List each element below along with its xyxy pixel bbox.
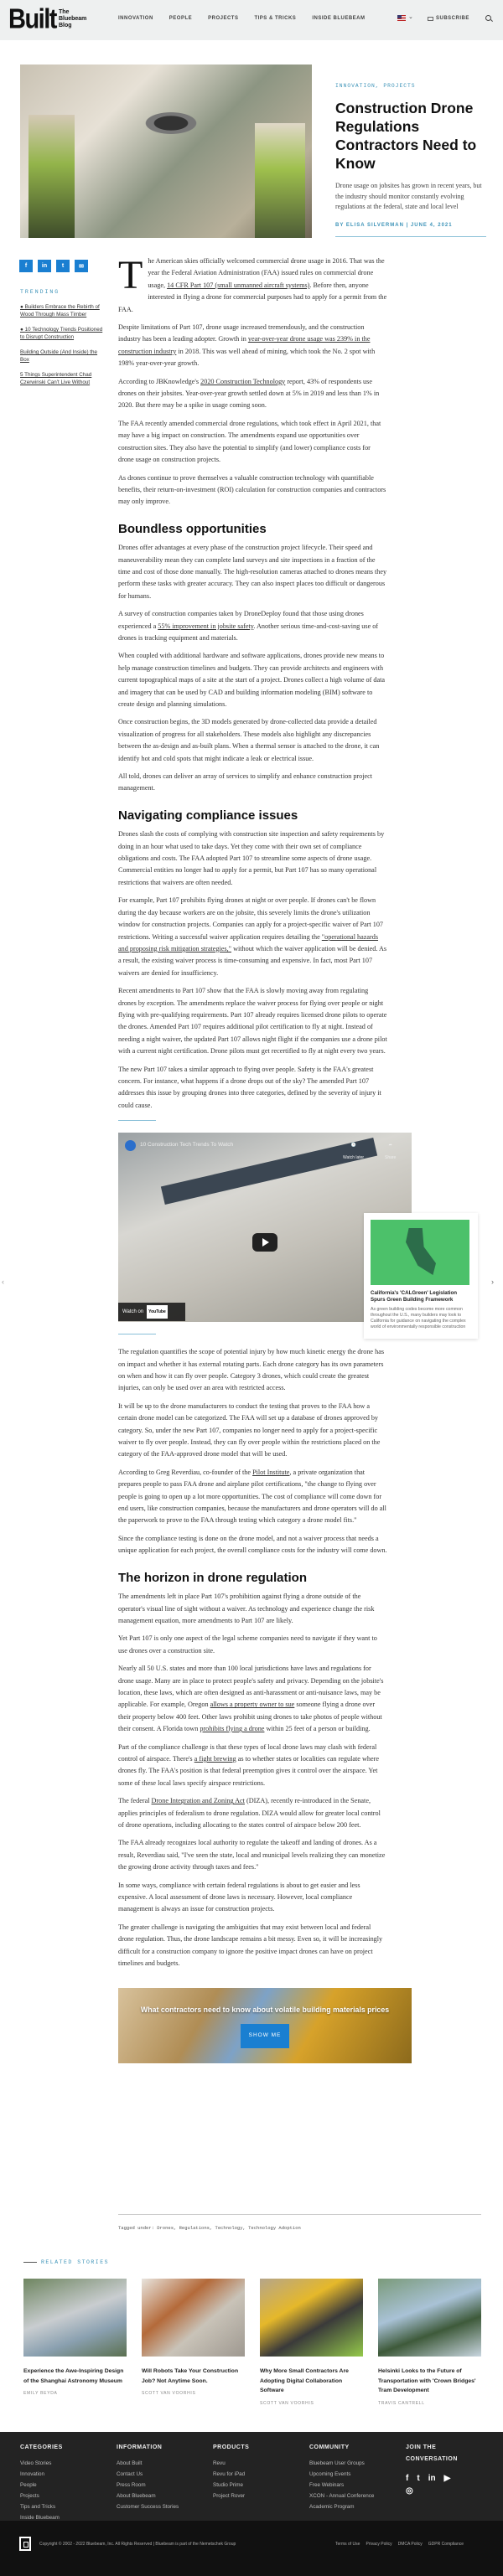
nav-tips-tricks[interactable]: TIPS & TRICKS bbox=[254, 16, 297, 21]
footer-heading: JOIN THE CONVERSATION bbox=[406, 2444, 458, 2462]
footer-link[interactable]: Contact Us bbox=[117, 2471, 143, 2477]
link-jobsite-safety[interactable]: 55% improvement in jobsite safety bbox=[158, 622, 254, 630]
show-me-button[interactable]: SHOW ME bbox=[241, 2024, 290, 2047]
logo-line: Blog bbox=[58, 23, 72, 28]
paragraph: When coupled with additional hardware and software applications, drones provide new means to help manage construction timelines and budgets. They can provide architects and engineers with current topographical maps of a site at the start of a project. Drones collect a high volume of data and imagery that can be used by CAD and building information modeling (BIM) software to create design and planning simulations. bbox=[118, 652, 386, 708]
story-title[interactable]: Will Robots Take Your Construction Job? Not Anytime Soon. bbox=[142, 2368, 239, 2384]
footer-bottom-bar bbox=[0, 2521, 503, 2576]
divider bbox=[335, 236, 486, 237]
trending-item[interactable]: ● Builders Embrace the Rebirth of Wood Through Mass Timber bbox=[20, 304, 100, 317]
trending-heading: TRENDING bbox=[20, 289, 60, 295]
footer-link[interactable]: Press Room bbox=[117, 2482, 146, 2488]
site-header bbox=[0, 0, 503, 40]
hero-image bbox=[20, 65, 314, 238]
text: within 25 feet of a person or building. bbox=[264, 1725, 371, 1733]
article-byline: BY ELISA SILVERMAN | JUNE 4, 2021 bbox=[335, 222, 453, 228]
channel-avatar bbox=[125, 1140, 136, 1151]
mail-icon bbox=[428, 17, 433, 21]
article-categories[interactable]: INNOVATION, PROJECTS bbox=[335, 83, 416, 89]
story-author: SCOTT VAN VOORHIS bbox=[142, 2391, 196, 2396]
chevron-left-icon[interactable]: ‹ bbox=[2, 1278, 4, 1286]
nav-inside-bluebeam[interactable]: INSIDE BLUEBEAM bbox=[312, 16, 366, 21]
bluebeam-logo[interactable] bbox=[19, 2537, 31, 2551]
related-story[interactable] bbox=[142, 2279, 245, 2396]
text: . Before then, anyone interested in flying a drone for commercial purposes had to apply for a permit from the FAA. bbox=[118, 281, 387, 313]
paragraph: The new Part 107 takes a similar approach to flying over people. Safety is the FAA's greatest concern. For instance, what happens if a drone drops out of the sky? The amended Part 107 addresses this issue by grouping drones into three categories, defined by the severity of injury it could cause. bbox=[118, 1065, 381, 1109]
built-logo[interactable] bbox=[8, 3, 87, 35]
section-heading: Navigating compliance issues bbox=[118, 808, 298, 823]
nav-projects[interactable]: PROJECTS bbox=[208, 16, 239, 21]
footer-col-categories bbox=[20, 2442, 63, 2523]
related-story[interactable] bbox=[260, 2279, 363, 2406]
footer-link[interactable]: Inside Bluebeam bbox=[20, 2515, 60, 2521]
footer-link[interactable]: Upcoming Events bbox=[309, 2471, 351, 2477]
footer-link[interactable]: Project Rover bbox=[213, 2493, 246, 2499]
footer-link[interactable]: Projects bbox=[20, 2493, 39, 2499]
section-heading: Boundless opportunities bbox=[118, 521, 267, 536]
watch-on-youtube[interactable] bbox=[118, 1303, 185, 1321]
drop-cap: T bbox=[118, 253, 143, 297]
text: as to whether states or localities can regulate where drones fly. The FAA's position is that federal preemption gives it control over the airspace. Yet some of these local laws specify airspace restrictions. bbox=[118, 1754, 379, 1787]
youtube-icon[interactable]: ▶ bbox=[443, 2474, 451, 2483]
text: The federal bbox=[118, 1797, 152, 1805]
video-suggestion-card[interactable] bbox=[364, 1213, 478, 1339]
paragraph: The amendments left in place Part 107's prohibition against flying a drone outside of the operator's visual line of sight without a waiver. As technology and experience change the risk management equation, more amendments to Part 107 are likely. bbox=[118, 1593, 375, 1624]
footer-col-information bbox=[117, 2442, 179, 2512]
hero-meta bbox=[312, 65, 503, 238]
text: According to Greg Reverdiau, co-founder of the bbox=[118, 1468, 253, 1476]
linkedin-icon[interactable]: in bbox=[428, 2474, 436, 2483]
paragraph bbox=[118, 1663, 387, 1735]
related-heading-label: RELATED STORIES bbox=[41, 2259, 110, 2265]
paragraph: It will be up to the drone manufacturers to conduct the testing that proves to the FAA how a certain drone model can be categorized. The FAA will set up a database of drones approved by category. So, under the new Part 107, companies no longer need to apply for a project-specific waiver to fly over people. Instead, they can fly over people within the restrictions placed on the category of the FAA-approved drone model that will be used. bbox=[118, 1402, 381, 1458]
paragraph: The FAA already recognizes local authority to regulate the takeoff and landing of drones. As a result, Reverdiau said, "I've seen the state, local and municipal levels realizing they can monetize the growing drone activity through taxes and fees." bbox=[118, 1839, 386, 1871]
youtube-logo: YouTube bbox=[147, 1305, 168, 1319]
footer-col-social bbox=[406, 2442, 481, 2496]
privacy-link[interactable]: Privacy Policy bbox=[366, 2542, 392, 2547]
link-oregon-law[interactable]: allows a property owner to sue bbox=[210, 1701, 295, 1709]
trending-item[interactable]: Building Outside (And Inside) the Box bbox=[20, 349, 98, 363]
paragraph: Drones slash the costs of complying with construction site inspection and safety requirements by doing in an hour what used to take days. Yet they come with their own set of compliance obligations and costs. The FAA adopted Part 107 to streamline some aspects of drone usage. Commercial entities no longer had to apply for a permit, but Part 107 has so many operational restrictions that waivers are often needed. bbox=[118, 830, 385, 886]
logo-line: Bluebeam bbox=[58, 16, 87, 22]
footer-link[interactable]: Bluebeam User Groups bbox=[309, 2460, 365, 2466]
promo-text: What contractors need to know about volatile building materials prices bbox=[140, 2006, 390, 2015]
section-heading: The horizon in drone regulation bbox=[118, 1570, 307, 1585]
logo-line: The bbox=[58, 9, 70, 15]
footer-link[interactable]: Customer Success Stories bbox=[117, 2504, 179, 2510]
trending-list bbox=[20, 303, 104, 394]
story-image bbox=[378, 2279, 481, 2357]
paragraph: Since the compliance testing is done on the drone model, and not a waiver process that needs a unique application for each project, the overall compliance costs for the industry will come down. bbox=[118, 1534, 387, 1555]
paragraph: The regulation quantifies the scope of potential injury by how much kinetic energy the drone has on impact and whether it has external rotating parts. Each drone category has its own parameters on when and how it can fly over people. Category 3 drones, which could create the greatest injuries, can only be used over an area with restricted access. bbox=[118, 1348, 385, 1392]
text: Despite limitations of Part 107, drone usage increased tremendously, and the construction industry has been a leading adopter. Growth in bbox=[118, 323, 365, 343]
site-footer bbox=[0, 2432, 503, 2521]
subscribe-label: SUBSCRIBE bbox=[436, 16, 469, 21]
trending-item[interactable]: ● 10 Technology Trends Positioned to Disrupt Construction bbox=[20, 327, 103, 340]
story-author: SCOTT VAN VOORHIS bbox=[260, 2400, 314, 2406]
footer-link[interactable]: Innovation bbox=[20, 2471, 45, 2477]
footer-link[interactable]: About Bluebeam bbox=[117, 2493, 156, 2499]
footer-col-products bbox=[213, 2442, 249, 2501]
related-story[interactable] bbox=[378, 2279, 481, 2406]
text: report, 43% of respondents use drones on their jobsites. Year-over-year growth settled down at 5% in 2019 and less than 1% in 2020. But there may be a spike in usage coming soon. bbox=[118, 377, 380, 410]
paragraph: In some ways, compliance with certain federal regulations is about to get easier and less expensive. A local assessment of drone laws is necessary. However, local compliance management is always an issue for construction projects. bbox=[118, 1881, 360, 1913]
text: For example, Part 107 prohibits flying drones at night or over people. If drones can't be flown during the day because workers are on the jobsite, this severely limits the drone's utilization window for construction projects. Companies can apply for a project-specific waiver of Part 107 restrictions. Writing a successful waiver application requires detailing the bbox=[118, 896, 384, 941]
hero-person bbox=[255, 123, 305, 238]
email-share-icon[interactable]: ✉ bbox=[75, 260, 88, 272]
paragraph bbox=[118, 376, 387, 412]
footer-link[interactable]: Video Stories bbox=[20, 2460, 52, 2466]
link-operational-hazards[interactable]: "operational hazards and proposing risk mitigation strategies," bbox=[118, 932, 379, 952]
text: A survey of construction companies taken by DroneDeploy found that those using drones experienced a bbox=[118, 610, 364, 630]
story-author: TRAVIS CANTRELL bbox=[378, 2400, 425, 2406]
play-button[interactable] bbox=[252, 1233, 277, 1252]
link-construction-tech-report[interactable]: 2020 Construction Technology bbox=[200, 377, 286, 385]
main-nav bbox=[118, 16, 365, 21]
text: . Another serious time-and-cost-saving use of drones is tracking equipment and materials. bbox=[118, 622, 379, 642]
link-part-107[interactable]: 14 CFR Part 107 (small unmanned aircraft systems) bbox=[167, 281, 310, 289]
footer-heading: COMMUNITY bbox=[309, 2444, 350, 2450]
california-map-thumbnail bbox=[371, 1220, 469, 1285]
footer-link[interactable]: Academic Program bbox=[309, 2504, 355, 2510]
related-story[interactable] bbox=[23, 2279, 127, 2396]
footer-link[interactable]: About Built bbox=[117, 2460, 143, 2466]
paragraph bbox=[118, 253, 387, 316]
trending-item-label: Builders Embrace the Rebirth of Wood Through Mass Timber bbox=[20, 304, 100, 317]
paragraph bbox=[118, 1742, 387, 1790]
article-dek: Drone usage on jobsites has grown in recent years, but the industry should monitor constantly evolving regulations at the federal, state and local level bbox=[335, 182, 482, 210]
text: Part of the compliance challenge is that these types of local drone laws may clash with federal control of airspace. There's bbox=[118, 1742, 377, 1763]
story-image bbox=[142, 2279, 245, 2357]
footer-link[interactable]: People bbox=[20, 2482, 37, 2488]
paragraph bbox=[118, 895, 387, 979]
paragraph: The FAA recently amended commercial drone regulations, which took effect in April 2021, that may have a big impact on construction. The amendments expand use opportunities over construction sites. They also have the potential to simplify (and lower) compliance costs for drone usage on construction projects. bbox=[118, 419, 381, 464]
footer-heading: CATEGORIES bbox=[20, 2444, 63, 2450]
hero-person bbox=[29, 115, 75, 238]
paragraph bbox=[118, 322, 387, 370]
facebook-share-icon[interactable]: f bbox=[19, 260, 33, 272]
trending-item[interactable]: 5 Things Superintendent Chad Czerwinski Can't Live Without bbox=[20, 372, 92, 385]
twitter-icon[interactable]: t bbox=[417, 2474, 420, 2483]
watch-later-button[interactable] bbox=[343, 1139, 364, 1164]
watch-later-label: Watch later bbox=[343, 1154, 365, 1160]
nav-people[interactable]: PEOPLE bbox=[169, 16, 193, 21]
footer-link[interactable]: Revu for iPad bbox=[213, 2471, 246, 2477]
paragraph: Yet Part 107 is only one aspect of the legal scheme companies need to navigate if they want to use drones over a construction site. bbox=[118, 1634, 377, 1655]
share-bar bbox=[19, 260, 88, 272]
footer-link[interactable]: Tips and Tricks bbox=[20, 2504, 56, 2510]
link-pilot-institute[interactable]: Pilot Institute bbox=[252, 1468, 290, 1476]
paragraph: Drones offer advantages at every phase of the construction project lifecycle. Their speed and maneuverability mean they can complete land surveys and site inspections in a fraction of the time and cost of those done manually. The high-resolution cameras attached to drones means they perform these tasks with greater accuracy. They can also inspect places too difficult or dangerous for humans. bbox=[118, 544, 387, 600]
paragraph bbox=[118, 608, 387, 644]
text: in 2018. This was well ahead of mining, which took the No. 2 spot with 198% year-over-year growth. bbox=[118, 347, 376, 368]
story-image bbox=[23, 2279, 127, 2357]
story-image bbox=[260, 2279, 363, 2357]
footer-link[interactable]: Studio Prime bbox=[213, 2482, 244, 2488]
social-links-row2 bbox=[406, 2486, 481, 2496]
footer-link[interactable]: XCON - Annual Conference bbox=[309, 2493, 375, 2499]
twitter-share-icon[interactable]: t bbox=[56, 260, 70, 272]
share-video-button[interactable] bbox=[385, 1139, 396, 1164]
footer-link[interactable]: Free Webinars bbox=[309, 2482, 345, 2488]
paragraph: As drones continue to prove themselves a valuable construction technology with quantifiable benefits, their return-on-investment (ROI) calculation for construction companies and contractors may only improve. bbox=[118, 473, 386, 506]
story-author: EMILY BEYDA bbox=[23, 2391, 58, 2396]
divider bbox=[118, 2214, 481, 2215]
logo-tagline bbox=[59, 9, 86, 29]
story-title[interactable]: Experience the Awe-Inspiring Design of the Shanghai Astronomy Museum bbox=[23, 2368, 124, 2384]
page-title: Construction Drone Regulations Contractors Need to Know bbox=[335, 100, 477, 172]
related-heading bbox=[23, 2259, 109, 2265]
suggestion-description: As green building codes become more common throughout the U.S., many builders may look to California for guidance on navigating the complex world of environmentally responsible construction bbox=[371, 1307, 466, 1329]
link-florida-law[interactable]: prohibits flying a drone bbox=[200, 1725, 265, 1733]
paragraph: Recent amendments to Part 107 show that the FAA is slowly moving away from regulating drones by exception. The amendments replace the waiver process for flying over people or night flying with pre-qualifying requirements. Part 107 already requires licensed drone pilots to operate the drones. Amended Part 107 requires additional pilot certification to fly at night. Instead of needing a night waiver, the updated Part 107 allows night flight if the companies use a drone pilot with a current night certification. Drone pilots must get recertified to fly at night every two years. bbox=[118, 987, 387, 1056]
footer-heading: INFORMATION bbox=[117, 2444, 163, 2450]
chevron-down-icon[interactable]: ⌄ bbox=[408, 14, 413, 20]
text: , a private organization that prepares people to pass FAA drone and airplane pilot certifications, "the change to flying over people is going to open up a lot more opportunities. The cost of compliance will come down for end users, like construction companies, because the manufacturers and drone operators will do all the paperwork to prove to the FAA through testing which category a drone model fits." bbox=[118, 1468, 386, 1525]
link-fight-brewing[interactable]: a fight brewing bbox=[194, 1754, 236, 1763]
text: According to JBKnowledge's bbox=[118, 377, 201, 385]
story-title[interactable]: Why More Small Contractors Are Adopting Digital Collaboration Software bbox=[260, 2368, 349, 2393]
facebook-icon[interactable]: f bbox=[406, 2474, 409, 2483]
hero-drone bbox=[112, 98, 230, 148]
instagram-icon[interactable]: ◎ bbox=[406, 2486, 413, 2496]
nav-innovation[interactable]: INNOVATION bbox=[118, 16, 153, 21]
paragraph bbox=[118, 1795, 387, 1831]
link-diza[interactable]: Drone Integration and Zoning Act bbox=[151, 1797, 245, 1805]
paragraph: All told, drones can deliver an array of services to simplify and enhance construction project management. bbox=[118, 772, 373, 792]
subscribe-button[interactable] bbox=[428, 16, 469, 21]
clock-icon: 🕒 bbox=[350, 1143, 356, 1149]
video-title-bar bbox=[125, 1139, 233, 1151]
link-growth-stat[interactable]: year-over-year drone usage was 239% in the construction industry bbox=[118, 335, 371, 355]
text: (DIZA), recently re-introduced in the Senate, applies principles of federalism to drone regulation. DIZA would allow for greater local control of drone operations, including allocating to the states control of airspace below 200 feet. bbox=[118, 1797, 381, 1829]
dmca-link[interactable]: DMCA Policy bbox=[397, 2542, 423, 2547]
legal-links bbox=[335, 2542, 464, 2547]
chevron-right-icon[interactable]: › bbox=[491, 1278, 494, 1286]
paragraph bbox=[118, 1467, 387, 1527]
divider bbox=[118, 1120, 156, 1121]
trending-item-label: 10 Technology Trends Positioned to Disrupt Construction bbox=[20, 327, 103, 340]
us-flag-icon[interactable] bbox=[397, 15, 406, 21]
linkedin-share-icon[interactable]: in bbox=[38, 260, 51, 272]
watch-on-label: Watch on bbox=[122, 1309, 144, 1314]
search-icon[interactable] bbox=[485, 15, 491, 21]
suggestion-title: California's 'CALGreen' Legislation Spurs Green Building Framework bbox=[371, 1290, 458, 1303]
footer-col-community bbox=[309, 2442, 374, 2512]
logo-wordmark: Built bbox=[8, 3, 56, 35]
story-title[interactable]: Helsinki Looks to the Future of Transportation with 'Crown Bridges' Tram Development bbox=[378, 2368, 476, 2393]
text: someone flying a drone over their property below 400 feet. Other laws prohibit using drones to take photos of people without their consent. A Florida town bbox=[118, 1701, 382, 1733]
text: without which the waiver application will be denied. As a result, the existing waiver process is time-consuming and expensive. In fact, most Part 107 waivers are denied for insufficiency. bbox=[118, 944, 387, 977]
tag-list[interactable]: Tagged under: Drones, Regulations, Technology, Technology Adoption bbox=[118, 2225, 301, 2231]
gdpr-link[interactable]: GDPR Compliance bbox=[428, 2542, 464, 2547]
promo-banner bbox=[118, 1988, 412, 2063]
paragraph: Once construction begins, the 3D models generated by drone-collected data provide a detailed visualization of progress for all stakeholders. These models also highlight any discrepancies between the as-design and as-built plans. When a thermal sensor is attached to the drone, it can identify hot and cold spots that might indicate a leak or electrical issue. bbox=[118, 718, 380, 762]
footer-link[interactable]: Revu bbox=[213, 2460, 226, 2466]
terms-link[interactable]: Terms of Use bbox=[335, 2542, 360, 2547]
footer-heading: PRODUCTS bbox=[213, 2444, 250, 2450]
copyright: Copyright © 2002 - 2022 Bluebeam, Inc. All Rights Reserved | Bluebeam is part of the Nemetschek Group bbox=[39, 2542, 236, 2547]
text: he American skies officially welcomed commercial drone usage in 2016. That was the year the Federal Aviation Administration (FAA) issued rules on commercial drone usage, bbox=[148, 257, 385, 289]
text: Nearly all 50 U.S. states and more than 100 local jurisdictions have laws and regulations for drone usage. Many are in place to protect people's safety and privacy. Depending on the jobsite's location, these laws, which are often designed as anti-harassment or anti-nuisance laws, may be applicable. For example, Oregon bbox=[118, 1665, 384, 1709]
social-links bbox=[406, 2474, 481, 2483]
article-body bbox=[118, 253, 397, 2063]
paragraph: The greater challenge is navigating the ambiguities that may exist between local and federal drone regulation. Thus, the drone landscape remains a bit messy. Even so, it will be increasingly difficult for a construction company to ignore the positive impact drones can have on project timelines and budgets. bbox=[118, 1923, 383, 1968]
share-arrow-icon: ➦ bbox=[388, 1143, 392, 1149]
share-label: Share bbox=[385, 1154, 397, 1160]
video-title[interactable]: 10 Construction Tech Trends To Watch bbox=[140, 1142, 234, 1149]
